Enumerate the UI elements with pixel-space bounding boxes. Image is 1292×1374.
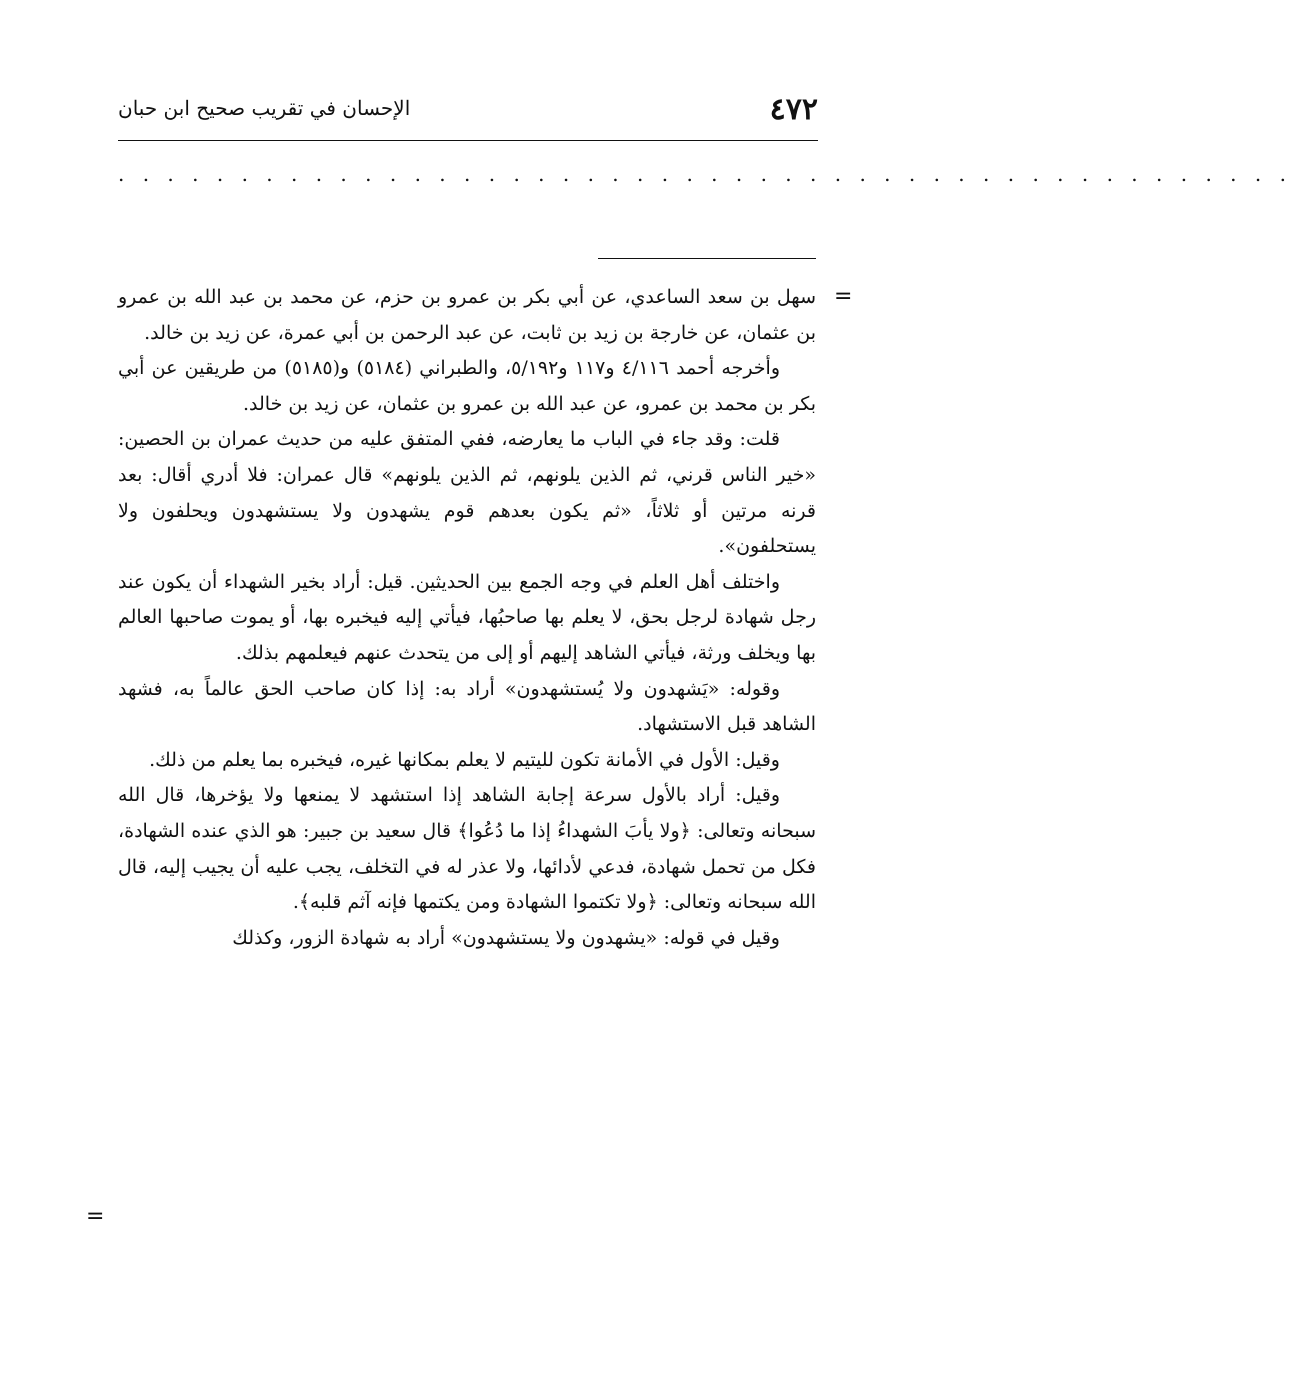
paragraph: وأخرجه أحمد ٤/١١٦ و١١٧ و٥/١٩٢، والطبراني (٥١٨٤) و(٥١٨٥) من طريقين عن أبي بكر بن محمد بن عمرو، عن عبد الله بن عمرو بن عثمان، عن زيد بن خالد. bbox=[118, 357, 816, 415]
footnote-rule bbox=[598, 258, 816, 259]
running-title: الإحسان في تقريب صحيح ابن حبان bbox=[118, 96, 411, 120]
page-number: ٤٧٢ bbox=[769, 92, 818, 127]
paragraph: واختلف أهل العلم في وجه الجمع بين الحديثين. قيل: أراد بخير الشهداء أن يكون عند رجل شهادة لرجل بحق، لا يعلم بها صاحبُها، فيأتي إليه فيخبره بها، أو يموت صاحبها العالم بها ويخلف ورثة، فيأتي الشاهد إليهم أو إلى من يتحدث عنهم فيعلمهم بذلك. bbox=[118, 570, 816, 664]
separator-dots: . . . . . . . . . . . . . . . . . . . . . . . . . . . . . . . . . . . . . . . . . . . . . . . . bbox=[118, 162, 1292, 186]
paragraph: وقوله: «يَشهدون ولا يُستشهدون» أراد به: إذا كان صاحب الحق عالماً به، فشهد الشاهد قبل الاستشهاد. bbox=[118, 677, 816, 736]
paragraph: قلت: وقد جاء في الباب ما يعارضه، ففي المتفق عليه من حديث عمران بن الحصين: «خير الناس قرني، ثم الذين يلونهم، ثم الذين يلونهم» قال عمران: فلا أدري أقال: بعد قرنه مرتين أو ثلاثاً، «ثم يكون بعدهم قوم يشهدون ولا يستشهدون ويحلفون ولا يستحلفون». bbox=[118, 428, 816, 558]
header-rule bbox=[118, 140, 818, 141]
page-header bbox=[118, 92, 818, 134]
continuation-mark-top: = bbox=[834, 284, 853, 309]
paragraph: سهل بن سعد الساعدي، عن أبي بكر بن عمرو بن حزم، عن محمد بن عبد الله بن عمرو بن عثمان، عن خارجة بن زيد بن ثابت، عن عبد الرحمن بن أبي عمرة، عن زيد بن خالد. bbox=[118, 286, 816, 344]
paragraph: وقيل في قوله: «يشهدون ولا يستشهدون» أراد به شهادة الزور، وكذلك bbox=[232, 926, 780, 949]
paragraph: وقيل: أراد بالأول سرعة إجابة الشاهد إذا استشهد لا يمنعها ولا يؤخرها، قال الله سبحانه وتعالى: ﴿ولا يأبَ الشهداءُ إذا ما دُعُوا﴾ قال سعيد بن جبير: هو الذي عنده الشهادة، فكل من تحمل شهادة، فدعي لأدائها، ولا عذر له في التخلف، يجب عليه أن يجيب إليه، قال الله سبحانه وتعالى: ﴿ولا تكتموا الشهادة ومن يكتمها فإنه آثم قلبه﴾. bbox=[118, 784, 816, 914]
continuation-mark-bottom: = bbox=[86, 1204, 105, 1229]
footnote-text bbox=[118, 280, 816, 956]
paragraph: وقيل: الأول في الأمانة تكون لليتيم لا يعلم بمكانها غيره، فيخبره بما يعلم من ذلك. bbox=[149, 748, 780, 771]
